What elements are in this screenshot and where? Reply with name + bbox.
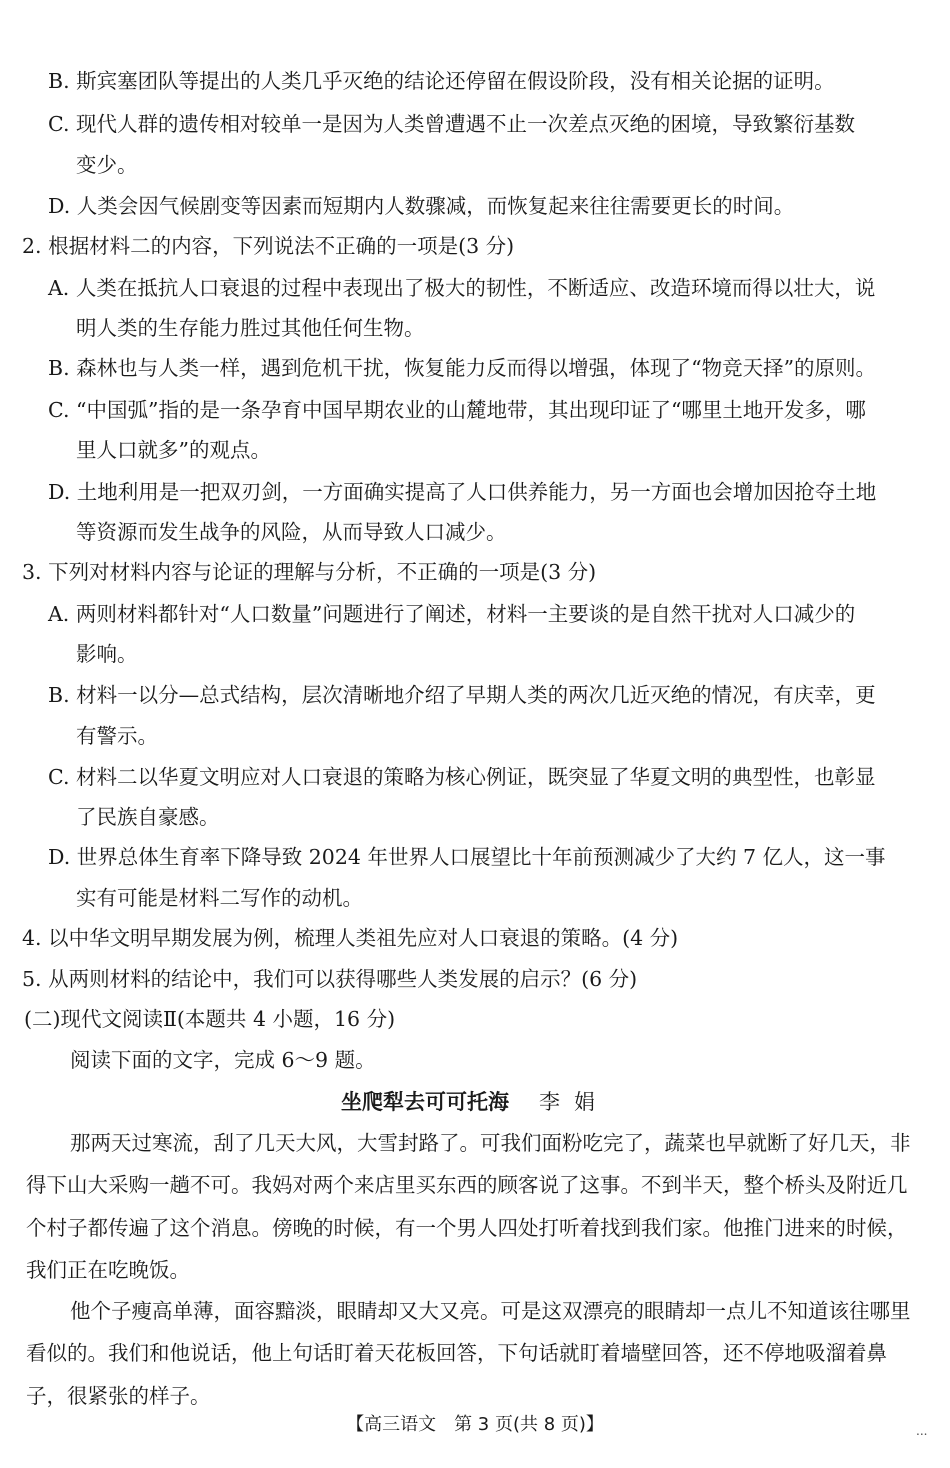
q1-option-c-line2: 变少。: [76, 153, 138, 177]
page-footer: 【高三语文 第 3 页(共 8 页)】: [346, 1414, 604, 1435]
q2-option-c-line1: C. “中国弧”指的是一条孕育中国早期农业的山麓地带，其出现印证了“哪里土地开发多，哪: [48, 398, 866, 422]
q3-option-a-line1: A. 两则材料都针对“人口数量”问题进行了阐述，材料一主要谈的是自然干扰对人口减少的: [48, 602, 856, 626]
q3-stem: 3. 下列对材料内容与论证的理解与分析，不正确的一项是(3 分): [22, 560, 597, 584]
q2-option-b: B. 森林也与人类一样，遇到危机干扰，恢复能力反而得以增强，体现了“物竞天择”的原则。: [48, 356, 877, 380]
q2-option-d-line2: 等资源而发生战争的风险，从而导致人口减少。: [76, 520, 507, 544]
article-author: 李娟: [539, 1090, 609, 1114]
section2-heading: (二)现代文阅读Ⅱ(本题共 4 小题，16 分): [24, 1007, 396, 1031]
q3-option-a-line2: 影响。: [76, 642, 138, 666]
q2-option-d-line1: D. 土地利用是一把双刃剑，一方面确实提高了人口供养能力，另一方面也会增加因抢夺土地: [48, 480, 877, 504]
q2-option-a-line2: 明人类的生存能力胜过其他任何生物。: [76, 316, 425, 340]
q2-option-a-line1: A. 人类在抵抗人口衰退的过程中表现出了极大的韧性，不断适应、改造环境而得以壮大，说: [48, 276, 876, 300]
q1-option-d: D. 人类会因气候剧变等因素而短期内人数骤减，而恢复起来往往需要更长的时间。: [48, 194, 795, 218]
q3-option-b-line2: 有警示。: [76, 724, 158, 748]
q3-option-c-line2: 了民族自豪感。: [76, 805, 220, 829]
article-paragraph-2: 他个子瘦高单薄，面容黯淡，眼睛却又大又亮。可是这双漂亮的眼睛却一点儿不知道该往哪里看似的。我们和他说话，他上句话盯着天花板回答，下句话就盯着墙壁回答，还不停地吸溜着鼻子，很紧张的样子。: [26, 1299, 911, 1408]
q5-stem: 5. 从两则材料的结论中，我们可以获得哪些人类发展的启示？(6 分): [22, 967, 638, 991]
q1-option-c-line1: C. 现代人群的遗传相对较单一是因为人类曾遭遇不止一次差点灭绝的困境，导致繁衍基数: [48, 112, 855, 136]
q3-option-b-line1: B. 材料一以分—总式结构，层次清晰地介绍了早期人类的两次几近灭绝的情况，有庆幸，更: [48, 683, 876, 707]
article-title: 坐爬犁去可可托海: [341, 1090, 509, 1114]
q2-option-c-line2: 里人口就多”的观点。: [76, 438, 271, 462]
q3-option-d-line2: 实有可能是材料二写作的动机。: [76, 886, 363, 910]
q3-option-c-line1: C. 材料二以华夏文明应对人口衰退的策略为核心例证，既突显了华夏文明的典型性，也彰显: [48, 765, 876, 789]
q2-stem: 2. 根据材料二的内容，下列说法不正确的一项是(3 分): [22, 234, 515, 258]
article-paragraph-1: 那两天过寒流，刮了几天大风，大雪封路了。可我们面粉吃完了，蔬菜也早就断了好几天，非得下山大采购一趟不可。我妈对两个来店里买东西的顾客说了这事。不到半天，整个桥头及附近几个村子都传遍了这个消息。傍晚的时候，有一个男人四处打听着找到我们家。他推门进来的时候，我们正在吃晚饭。: [26, 1131, 911, 1283]
corner-mark: ...: [916, 1424, 928, 1438]
q1-option-b: B. 斯宾塞团队等提出的人类几乎灭绝的结论还停留在假设阶段，没有相关论据的证明。: [48, 69, 835, 93]
q4-stem: 4. 以中华文明早期发展为例，梳理人类祖先应对人口衰退的策略。(4 分): [22, 926, 679, 950]
section2-instruction: 阅读下面的文字，完成 6～9 题。: [70, 1048, 376, 1072]
article-title-line: [0, 1082, 950, 1122]
q3-option-d-line1: D. 世界总体生育率下降导致 2024 年世界人口展望比十年前预测减少了大约 7 亿人，这一事: [48, 845, 886, 869]
